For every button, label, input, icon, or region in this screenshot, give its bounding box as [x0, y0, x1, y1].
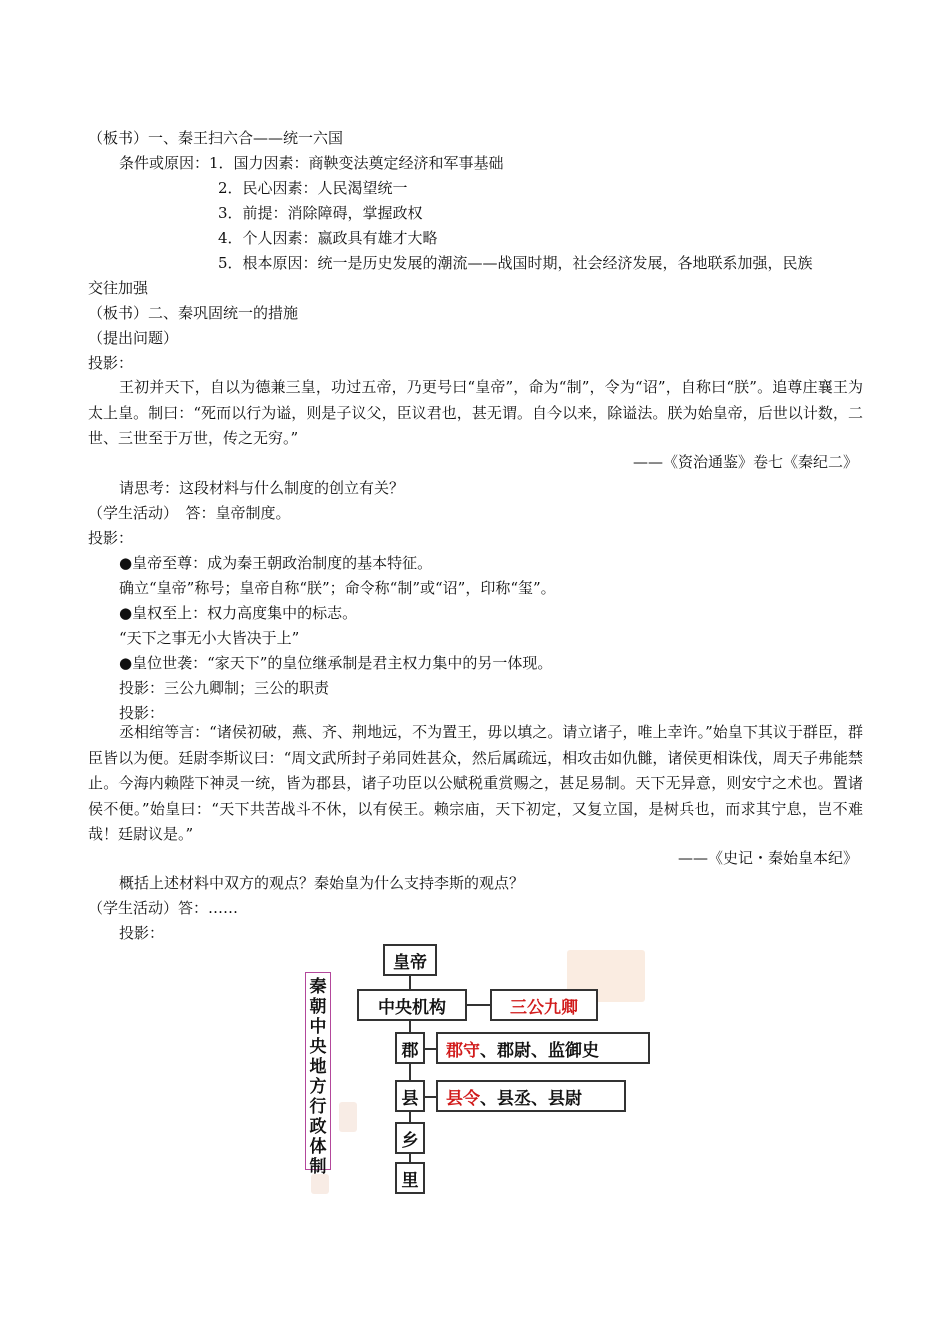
county-head-label: 县令: [446, 1088, 480, 1109]
connector: [423, 1096, 437, 1098]
source-citation: ——《史记・秦始皇本纪》: [677, 849, 858, 867]
village-box: 里: [395, 1162, 425, 1194]
county-officials-box: [436, 1080, 626, 1112]
text-line: 确立“皇帝”称号；皇帝自称“朕”；命令称“制”或“诏”，印称“玺”。: [119, 579, 556, 597]
source-citation: ——《资治通鉴》卷七《秦纪二》: [632, 453, 858, 471]
commandery-officials-box: [436, 1032, 650, 1064]
text-line: 2．民心因素：人民渴望统一: [218, 179, 408, 197]
county-box: 县: [395, 1080, 425, 1112]
text-line: 投影：三公九卿制；三公的职责: [119, 679, 330, 697]
bullet-line: ●皇帝至尊：成为秦王朝政治制度的基本特征。: [119, 554, 433, 572]
text-line: 5．根本原因：统一是历史发展的潮流——战国时期，社会经济发展，各地联系加强，民族: [218, 254, 813, 272]
connector: [465, 1004, 491, 1006]
commandery-box: 郡: [395, 1032, 425, 1064]
connector: [423, 1048, 437, 1050]
township-box: 乡: [395, 1122, 425, 1154]
text-line: 3．前提：消除障碍，掌握政权: [218, 204, 423, 222]
diagram-title: 秦朝中央地方行政体制: [305, 972, 331, 1170]
qin-administration-diagram: [305, 942, 650, 1197]
question-line: 请思考：这段材料与什么制度的创立有关？: [119, 479, 405, 497]
text-line: 投影：: [88, 529, 134, 547]
text-line: （学生活动） 答：皇帝制度。: [88, 504, 291, 522]
decorative-seal: [311, 1174, 329, 1194]
text-line: 投影：: [88, 354, 134, 372]
heading-1: （板书）一、秦王扫六合——统一六国: [88, 129, 344, 147]
commandery-head-label: 郡守: [446, 1040, 480, 1061]
text-line: （提出问题）: [88, 329, 179, 347]
commandery-officials-label: 、郡尉、监御史: [480, 1040, 599, 1061]
text-line: “天下之事无小大皆决于上”: [119, 629, 300, 647]
text-line: 投影：: [119, 924, 165, 942]
emperor-box: 皇帝: [383, 944, 437, 976]
connector: [409, 974, 411, 990]
central-government-box: 中央机构: [357, 989, 467, 1021]
text-line: 条件或原因：1．国力因素：商鞅变法奠定经济和军事基础: [119, 154, 504, 172]
text-line: （学生活动）答：……: [88, 899, 239, 917]
question-line: 概括上述材料中双方的观点？秦始皇为什么支持李斯的观点？: [119, 874, 525, 892]
bullet-line: ●皇权至上：权力高度集中的标志。: [119, 604, 358, 622]
text-line: 交往加强: [88, 279, 149, 297]
quote-paragraph: 王初并天下，自以为德兼三皇，功过五帝，乃更号曰“皇帝”，命为“制”，令为“诏”，自称曰“朕”。追尊庄襄王为太上皇。制曰：“死而以行为谥，则是子议父，臣议君也，甚无谓。自今以来，除谥法。朕为始皇帝，后世以计数，二世、三世至于万世，传之无穷。”: [88, 378, 863, 447]
ministers-box: 三公九卿: [490, 989, 598, 1021]
decorative-seal: [339, 1102, 357, 1132]
quote-paragraph: 丞相绾等言：“诸侯初破，燕、齐、荆地远，不为置王，毋以填之。请立诸子，唯上幸许。”始皇下其议于群臣，群臣皆以为便。廷尉李斯议曰：“周文武所封子弟同姓甚众，然后属疏远，相攻击如仇雠，诸侯更相诛伐，周天子弗能禁止。今海内赖陛下神灵一统，皆为郡县，诸子功臣以公赋税重赏赐之，甚足易制。天下无异意，则安宁之术也。置诸侯不便。”始皇曰：“天下共苦战斗不休，以有侯王。赖宗庙，天下初定，又复立国，是树兵也，而求其宁息，岂不难哉！廷尉议是。”: [88, 723, 863, 843]
text-line: 投影：: [119, 704, 165, 722]
heading-2: （板书）二、秦巩固统一的措施: [88, 304, 299, 322]
county-officials-label: 、县丞、县尉: [480, 1088, 582, 1109]
text-line: 4．个人因素：嬴政具有雄才大略: [218, 229, 438, 247]
bullet-line: ●皇位世袭：“家天下”的皇位继承制是君主权力集中的另一体现。: [119, 654, 553, 672]
